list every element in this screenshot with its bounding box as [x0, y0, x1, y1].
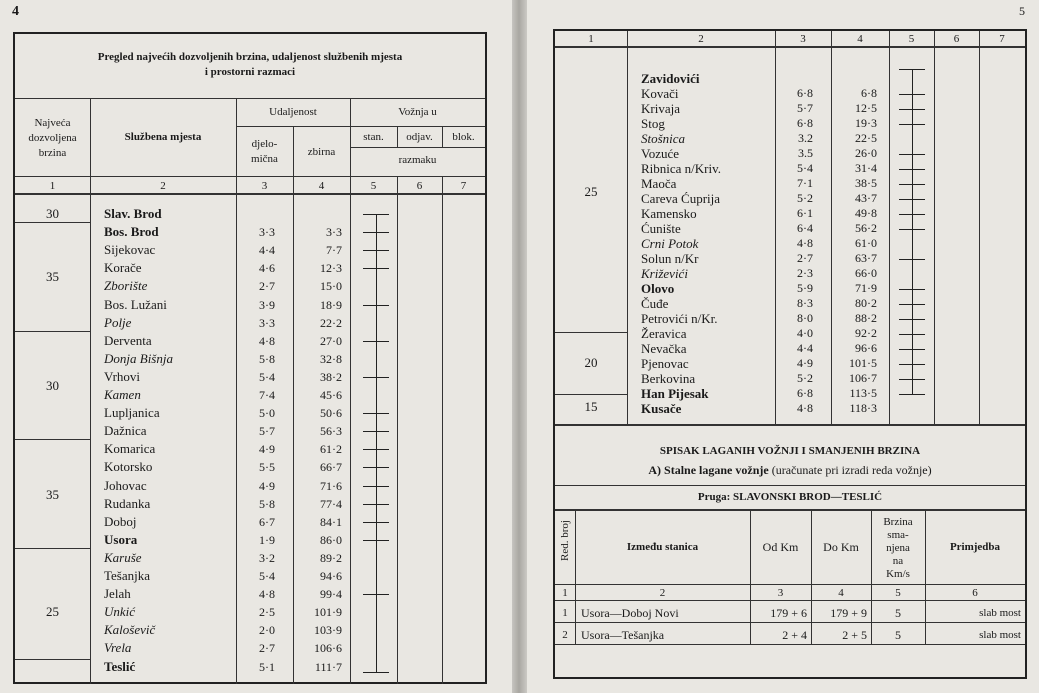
- distance-partial: 2·7: [259, 641, 275, 656]
- speed-group-rule: [15, 548, 90, 549]
- distance-partial: 6·8: [797, 86, 813, 100]
- distance-partial: 6·4: [797, 221, 813, 235]
- slow-row-number: 1: [562, 607, 568, 619]
- station-name: Nevačka: [641, 341, 687, 356]
- distance-partial: 5·2: [797, 371, 813, 385]
- station-name: Dažnica: [104, 423, 147, 439]
- distance-partial: 2·5: [259, 605, 275, 620]
- signal-mark: [899, 364, 925, 365]
- distance-partial: 6·7: [259, 514, 275, 529]
- station-name: Korače: [104, 260, 142, 276]
- speed-group-rule: [555, 394, 627, 395]
- page-number: 4: [12, 4, 19, 19]
- station-name: Vozuće: [641, 146, 680, 161]
- column-rule: [750, 509, 751, 645]
- station-name: Čuđe: [641, 296, 669, 311]
- station-name: Berkovina: [641, 371, 696, 386]
- distance-total: 18·9: [320, 297, 342, 312]
- signal-line: [376, 214, 377, 672]
- distance-total: 43·7: [855, 191, 877, 205]
- column-number: 4: [857, 33, 863, 45]
- distance-partial: 3.2: [798, 131, 813, 145]
- column-number: 7: [999, 33, 1005, 45]
- distance-total: 89·2: [320, 550, 342, 565]
- header-stan: stan.: [363, 131, 384, 143]
- signal-mark: [363, 594, 389, 595]
- list-subtitle: [555, 463, 1025, 477]
- column-number: 3: [800, 33, 806, 45]
- signal-mark: [899, 69, 925, 70]
- distance-partial: 4·8: [259, 333, 275, 348]
- station-name: Kaloševič: [104, 622, 156, 638]
- signal-mark: [363, 504, 389, 505]
- signal-mark: [899, 319, 925, 320]
- signal-mark: [363, 449, 389, 450]
- column-number: 5: [895, 587, 901, 599]
- column-number: 2: [698, 33, 704, 45]
- speed-group-rule: [15, 439, 90, 440]
- signal-mark: [363, 431, 389, 432]
- column-number: 3: [777, 587, 784, 599]
- signal-line: [912, 69, 913, 394]
- station-name: Jelah: [104, 586, 131, 602]
- max-speed-value: 25: [584, 184, 598, 199]
- station-name: Teslić: [104, 658, 136, 674]
- distance-partial: 7·1: [797, 176, 813, 190]
- signal-mark: [899, 94, 925, 95]
- header-max-speed: Najveća: [34, 117, 71, 129]
- distance-partial: 3.5: [798, 146, 813, 160]
- column-rule: [925, 509, 926, 645]
- distance-partial: 3·2: [259, 550, 275, 565]
- header-do-km: Do Km: [823, 540, 859, 554]
- header-blok: blok.: [452, 131, 475, 143]
- station-name: Crni Potok: [641, 236, 699, 251]
- slow-row-between: Usora—Doboj Novi: [581, 606, 679, 620]
- station-name: Lupljanica: [104, 405, 160, 421]
- station-name: Rudanka: [104, 495, 151, 511]
- distance-partial: 2·3: [797, 266, 813, 280]
- distance-total: 6·8: [861, 86, 877, 100]
- max-speed-value: 25: [46, 604, 59, 620]
- distance-total: 84·1: [320, 514, 342, 529]
- column-number: 5: [908, 33, 915, 45]
- max-speed-value: 35: [46, 486, 59, 502]
- distance-partial: 4·8: [797, 236, 813, 250]
- section-rule: [555, 485, 1025, 486]
- header-od-km: Od Km: [762, 540, 799, 554]
- column-rule: [979, 31, 980, 424]
- column-number: 2: [659, 587, 666, 599]
- distance-total: 61·2: [320, 442, 342, 457]
- distance-partial: 4·4: [797, 341, 813, 355]
- distance-total: 56·2: [855, 221, 877, 235]
- list-title: SPISAK LAGANIH VOŽNJI I SMANJENIH BRZINA: [659, 445, 921, 457]
- signal-mark: [363, 305, 389, 306]
- list-subtitle-rest: (uračunate pri izradi reda vožnje): [768, 463, 932, 477]
- distance-total: 12·5: [855, 101, 877, 115]
- column-rule: [575, 509, 576, 645]
- station-name: Ribnica n/Kriv.: [641, 161, 722, 176]
- station-name: Žeravica: [641, 326, 687, 341]
- distance-partial: 4·9: [797, 356, 813, 370]
- distance-partial: 6·8: [797, 116, 813, 130]
- slow-row-rule: [555, 644, 1025, 645]
- signal-mark: [899, 334, 925, 335]
- slow-row-speed: 5: [895, 606, 901, 620]
- speed-group-rule: [15, 222, 90, 223]
- header-partial: djelo-: [251, 138, 278, 150]
- list-subtitle-bold: A) Stalne lagane vožnje: [648, 463, 769, 477]
- slow-row-note: slab most: [979, 629, 1021, 641]
- station-name: Tešanjka: [104, 568, 151, 583]
- distance-partial: 3·3: [259, 225, 275, 240]
- station-name: Stog: [641, 116, 665, 131]
- header-between: Između stanica: [626, 541, 699, 553]
- distance-total: 19·3: [855, 116, 877, 130]
- distance-total: 38·2: [320, 369, 342, 384]
- station-name: Maoča: [641, 176, 677, 191]
- signal-mark: [899, 124, 925, 125]
- column-rule: [934, 31, 935, 424]
- signal-mark: [899, 154, 925, 155]
- speed-group-rule: [15, 659, 90, 660]
- distance-partial: 6·1: [797, 206, 813, 220]
- distance-partial: 5·2: [797, 191, 813, 205]
- signal-mark: [899, 169, 925, 170]
- speed-group-rule: [15, 331, 90, 332]
- signal-mark: [899, 229, 925, 230]
- distance-total: 3·3: [326, 225, 342, 240]
- distance-partial: 2·0: [259, 623, 275, 638]
- distance-total: 22·5: [855, 131, 877, 145]
- station-name: Johovac: [104, 477, 147, 493]
- signal-mark: [899, 184, 925, 185]
- distance-total: 45·6: [320, 388, 342, 402]
- slow-row-between: Usora—Tešanjka: [581, 628, 665, 642]
- left-page: [0, 0, 512, 693]
- column-number: 1: [562, 587, 568, 599]
- header-speed: Km/s: [886, 568, 910, 580]
- station-name: Kusače: [641, 401, 682, 416]
- right-page: [527, 0, 1039, 693]
- distance-total: 31·4: [855, 161, 877, 175]
- distance-total: 111·7: [314, 659, 342, 674]
- column-rule: [775, 31, 776, 424]
- distance-total: 27·0: [320, 333, 342, 348]
- header-max-speed: dozvoljena: [28, 132, 77, 144]
- header-stations: Službena mjesta: [124, 131, 202, 143]
- max-speed-value: 15: [584, 399, 598, 414]
- header-rule: [350, 147, 485, 148]
- station-name: Zavidovići: [641, 71, 700, 86]
- station-name: Pjenovac: [641, 356, 689, 371]
- distance-partial: 4·9: [259, 442, 275, 457]
- column-number: 7: [460, 180, 467, 192]
- distance-partial: 6·8: [797, 386, 813, 400]
- distance-partial: 5·7: [259, 424, 275, 439]
- column-rule: [627, 31, 628, 424]
- signal-mark: [899, 259, 925, 260]
- slow-row-rule: [555, 622, 1025, 623]
- header-razmaku: razmaku: [398, 154, 437, 166]
- header-rule: [236, 126, 485, 127]
- slow-row-do: 179 + 9: [830, 606, 867, 620]
- distance-total: 94·6: [320, 569, 342, 583]
- page-number: 5: [1019, 4, 1025, 18]
- max-speed-value: 30: [46, 206, 59, 222]
- signal-mark: [899, 379, 925, 380]
- signal-mark: [899, 304, 925, 305]
- column-number: 4: [318, 180, 325, 192]
- header-partial: mična: [251, 153, 278, 165]
- distance-partial: 4·6: [259, 261, 275, 276]
- station-name: Doboj: [104, 513, 137, 529]
- station-name: Petrovići n/Kr.: [641, 311, 718, 326]
- column-number: 2: [160, 180, 166, 192]
- distance-partial: 1·9: [259, 532, 275, 547]
- distance-total: 50·6: [320, 406, 342, 421]
- distance-partial: 4·8: [259, 587, 275, 602]
- distance-total: 32·8: [320, 351, 342, 366]
- signal-mark: [363, 672, 389, 673]
- distance-total: 7·7: [326, 243, 342, 258]
- table-title: Pregled najvećih dozvoljenih brzina, udaljenost službenih mjesta: [97, 51, 403, 63]
- column-number: 6: [953, 33, 960, 45]
- distance-total: 71·9: [855, 281, 877, 295]
- signal-mark: [899, 214, 925, 215]
- distance-total: 49·8: [855, 206, 877, 220]
- distance-partial: 2·7: [797, 251, 813, 265]
- header-speed: na: [892, 555, 904, 567]
- distance-total: 61·0: [855, 236, 877, 250]
- speed-group-rule: [555, 332, 627, 333]
- distance-partial: 5·1: [259, 659, 275, 674]
- column-rule: [831, 31, 832, 424]
- distance-total: 88·2: [855, 311, 877, 325]
- signal-mark: [363, 377, 389, 378]
- max-speed-value: 35: [46, 269, 59, 285]
- column-rule: [889, 31, 890, 424]
- signal-mark: [363, 268, 389, 269]
- header-max-speed: brzina: [38, 147, 67, 159]
- station-name: Vrela: [104, 640, 132, 656]
- station-name: Ćunište: [641, 221, 681, 236]
- distance-total: 38·5: [855, 176, 877, 190]
- header-speed: njena: [886, 542, 910, 554]
- max-speed-value: 30: [46, 378, 59, 393]
- distance-partial: 8·3: [797, 296, 813, 310]
- station-name: Polje: [104, 314, 132, 330]
- station-name: Zborište: [104, 278, 148, 294]
- header-travel: Vožnja u: [398, 106, 437, 118]
- distance-total: 113·5: [849, 386, 877, 400]
- header-odjav: odjav.: [406, 131, 433, 143]
- distance-partial: 5·7: [797, 101, 813, 115]
- column-rule: [811, 509, 812, 645]
- signal-mark: [899, 349, 925, 350]
- slow-row-do: 2 + 5: [842, 628, 867, 642]
- distance-partial: 4·8: [797, 401, 813, 415]
- distance-total: 106·7: [849, 371, 877, 385]
- station-name: Derventa: [104, 332, 152, 348]
- signal-mark: [899, 289, 925, 290]
- column-number: 3: [261, 180, 268, 192]
- route-label: Pruga: SLAVONSKI BROD—TESLIĆ: [697, 491, 883, 503]
- distance-total: 66·7: [320, 460, 342, 475]
- distance-total: 92·2: [855, 326, 877, 340]
- distance-partial: 7·4: [259, 388, 275, 402]
- station-name: Usora: [104, 531, 138, 547]
- station-name: Kovači: [641, 86, 679, 101]
- distance-partial: 5·9: [797, 281, 813, 295]
- distance-total: 101·5: [849, 356, 877, 370]
- station-name: Slav. Brod: [104, 206, 162, 221]
- distance-partial: 5·4: [797, 161, 813, 175]
- header-rule: [15, 98, 485, 99]
- signal-mark: [899, 109, 925, 110]
- signal-mark: [899, 394, 925, 395]
- slow-row-speed: 5: [895, 628, 901, 642]
- distance-partial: 5·5: [259, 460, 275, 475]
- distance-total: 106·6: [314, 641, 342, 656]
- signal-mark: [363, 486, 389, 487]
- column-number: 5: [370, 180, 377, 192]
- distance-total: 26·0: [855, 146, 877, 160]
- distance-partial: 5·4: [259, 369, 275, 384]
- distance-partial: 5·8: [259, 496, 275, 511]
- station-name: Kamensko: [641, 206, 697, 221]
- distance-total: 15·0: [320, 279, 342, 294]
- distance-total: 118·3: [849, 401, 877, 415]
- section-rule: [555, 509, 1025, 511]
- distance-partial: 4·4: [259, 243, 275, 258]
- slow-row-note: slab most: [979, 607, 1021, 619]
- header-distance: Udaljenost: [269, 106, 317, 118]
- column-rule: [293, 126, 294, 684]
- distance-partial: 3·3: [259, 315, 275, 330]
- station-name: Krivaja: [641, 101, 680, 116]
- header-note: Primjedba: [949, 541, 1001, 553]
- header-speed: sma-: [887, 529, 909, 541]
- distance-partial: 2·7: [259, 279, 275, 294]
- station-name: Careva Ćuprija: [641, 191, 721, 206]
- distance-partial: 5·0: [259, 406, 275, 421]
- header-speed: Brzina: [883, 516, 913, 528]
- table-subtitle: i prostorni razmaci: [204, 66, 296, 78]
- distance-total: 99·4: [320, 587, 342, 602]
- column-rule: [397, 176, 398, 684]
- station-name: Han Pijesak: [641, 386, 709, 401]
- distance-total: 101·9: [314, 605, 342, 620]
- distance-total: 86·0: [320, 532, 342, 547]
- station-name: Solun n/Kr: [641, 251, 699, 266]
- station-name: Bos. Lužani: [104, 296, 167, 312]
- signal-mark: [363, 522, 389, 523]
- station-name: Sijekovac: [104, 242, 156, 258]
- station-name: Stošnica: [641, 131, 686, 146]
- station-name: Komarica: [104, 441, 156, 457]
- signal-mark: [363, 413, 389, 414]
- column-number: 1: [588, 33, 594, 45]
- distance-partial: 5·4: [259, 569, 275, 583]
- signal-mark: [363, 467, 389, 468]
- distance-total: 56·3: [320, 424, 342, 439]
- column-number: 4: [838, 587, 844, 599]
- distance-total: 103·9: [314, 623, 342, 638]
- column-number: 1: [49, 180, 56, 192]
- header-red-broj: Red. broj: [559, 520, 571, 561]
- column-number: 6: [972, 587, 978, 599]
- station-name: Kotorsko: [104, 459, 153, 475]
- distance-total: 12·3: [320, 261, 342, 276]
- signal-mark: [363, 540, 389, 541]
- distance-partial: 5·8: [259, 351, 275, 366]
- section-rule: [555, 424, 1025, 426]
- distance-partial: 8·0: [797, 311, 813, 325]
- distance-partial: 4·9: [259, 478, 275, 493]
- distance-total: 22·2: [320, 315, 342, 330]
- column-rule: [442, 176, 443, 684]
- distance-total: 77·4: [320, 496, 342, 511]
- signal-mark: [363, 232, 389, 233]
- slow-row-od: 2 + 4: [782, 628, 807, 642]
- distance-total: 71·6: [320, 478, 342, 493]
- signal-mark: [363, 341, 389, 342]
- station-name: Kamen: [104, 387, 141, 402]
- station-name: Vrhovi: [104, 368, 141, 384]
- distance-total: 96·6: [855, 341, 877, 355]
- station-name: Unkić: [104, 604, 136, 620]
- signal-mark: [363, 250, 389, 251]
- header-total: zbirna: [307, 146, 336, 158]
- distance-partial: 3·9: [259, 297, 275, 312]
- signal-mark: [363, 214, 389, 215]
- station-name: Olovo: [641, 281, 675, 296]
- distance-partial: 4·0: [797, 326, 813, 340]
- signal-mark: [899, 199, 925, 200]
- station-name: Križevići: [641, 266, 688, 281]
- slow-row-od: 179 + 6: [770, 606, 807, 620]
- station-name: Donja Bišnja: [104, 350, 173, 366]
- column-number: 6: [416, 180, 423, 192]
- distance-total: 66·0: [855, 266, 877, 280]
- station-name: Karuše: [104, 549, 142, 565]
- distance-total: 63·7: [855, 251, 877, 265]
- station-name: Bos. Brod: [104, 224, 159, 240]
- slow-row-number: 2: [562, 629, 568, 641]
- distance-total: 80·2: [855, 296, 877, 310]
- max-speed-value: 20: [584, 355, 598, 370]
